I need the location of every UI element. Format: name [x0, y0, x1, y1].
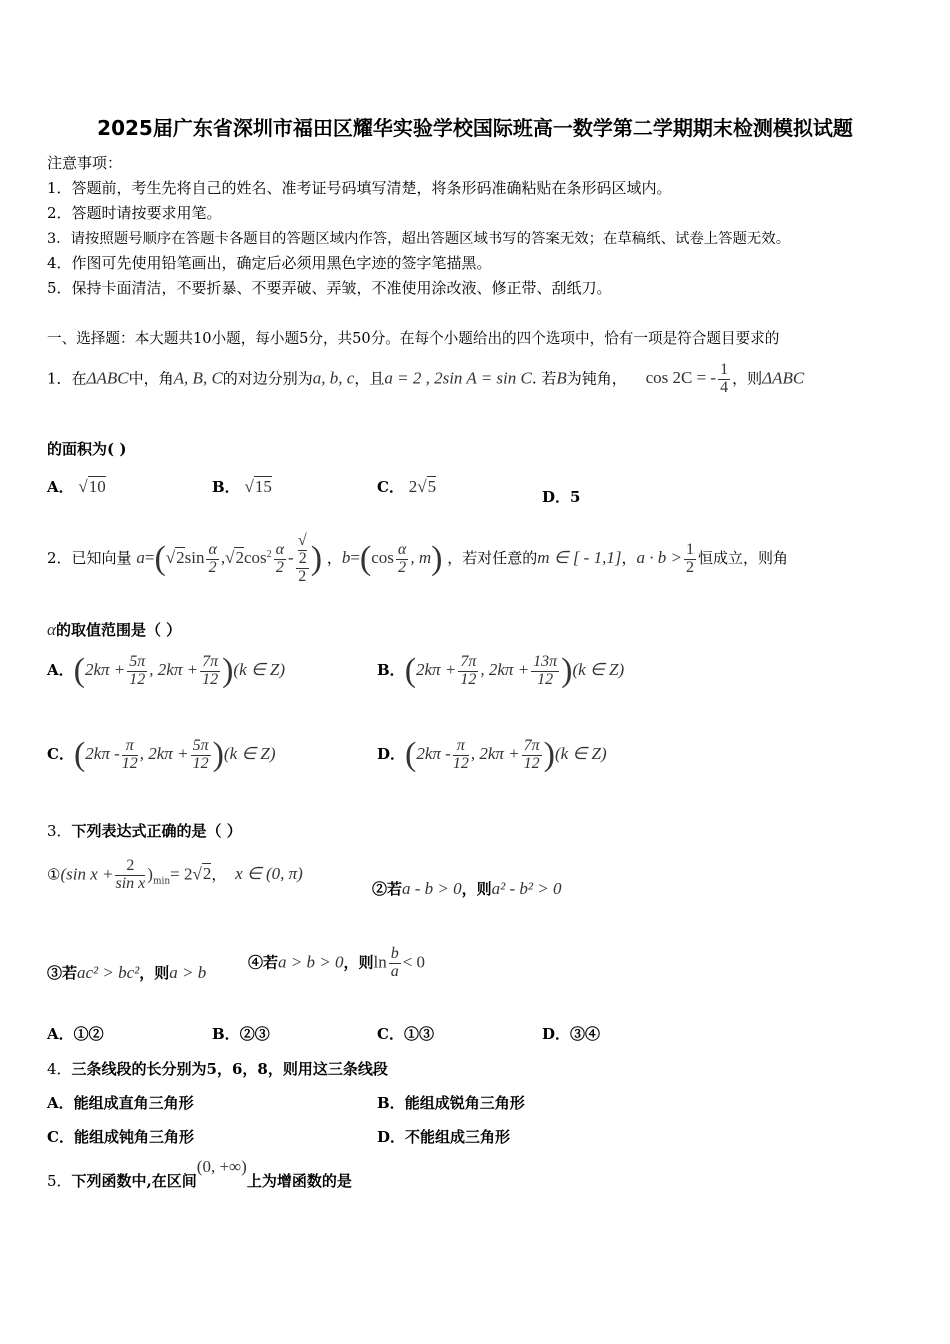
- note-item: 3．请按照题号顺序在答题卡各题目的答题区域内作答，超出答题区域书写的答案无效；在草稿纸、试卷上答题无效。: [47, 231, 791, 247]
- vector-a: a: [136, 548, 145, 568]
- q3-statement-3: ③若ac² > bc²，则a > b: [47, 963, 207, 982]
- q1-option-b: B． √15: [212, 477, 272, 496]
- q4-option-d: D．不能组成三角形: [377, 1128, 511, 1146]
- q3-statement-1: ①(sin x + $\frac{2}{\text{sin x}}$ )$_{min}= 2√2$， x ∈ (0, π): [47, 857, 303, 892]
- q-number: 1．: [47, 369, 72, 388]
- question-4: 4．三条线段的长分别为5，6，8，则用这三条线段: [47, 1060, 388, 1078]
- question-3: 3．下列表达式正确的是（ ）: [47, 822, 242, 840]
- question-2: 2．已知向量 a=(√2sin $\frac{\alpha}{2}$ $,√2\cos^2$ $\frac{\alpha}{2}$ - √ 2 2 ) ，b=(cos $\frac{\alpha}{2}$ , m) ，若对任意的m ∈ [ - 1,1]，a · b > $\frac{1}{2}$ 恒成立，则角: [47, 532, 788, 585]
- q2-option-c: C．(2kπ - $\frac{\pi}{12}$ , 2kπ + $\frac{5\pi}{12}$ )(k ∈ Z): [47, 736, 276, 773]
- q3-statement-2: ②若a - b > 0，则a² - b² > 0: [372, 879, 562, 898]
- q3-option-d: D．③④: [542, 1025, 601, 1043]
- question-1: 1．在ΔABC中，角A, B, C的对边分别为a, b, c，且a = 2 , 2sin A = sin C. 若B为钝角， cos 2C = - $\frac{1}{4}$ ，则ΔABC: [47, 361, 805, 396]
- question-5: 5．下列函数中,在区间(0, +∞)上为增函数的是: [47, 1157, 352, 1190]
- q2-option-a: A．(2kπ + $\frac{5\pi}{12}$ , 2kπ + $\frac{7\pi}{12}$ )(k ∈ Z): [47, 652, 286, 689]
- q3-option-a: A．①②: [47, 1025, 104, 1043]
- note-item: 4．作图可先使用铅笔画出，确定后必须用黑色字迹的签字笔描黑。: [47, 254, 492, 272]
- q3-option-b: B．②③: [212, 1025, 270, 1043]
- vector-b: b: [341, 548, 351, 568]
- q3-option-c: C．①③: [377, 1025, 434, 1043]
- fraction: $\frac{1}{4}$: [720, 361, 729, 396]
- note-item: 1．答题前，考生先将自己的姓名、准考证号码填写清楚，将条形码准确粘贴在条形码区域内。: [47, 179, 672, 197]
- q1-option-a: A． √10: [47, 477, 106, 496]
- notes-heading: 注意事项：: [47, 154, 123, 172]
- q1-option-d: D．5: [542, 488, 581, 506]
- q4-option-a: A．能组成直角三角形: [47, 1094, 194, 1112]
- q3-statement-4: ④若a > b > 0，则ln $\frac{b}{a}$ < 0: [248, 945, 426, 980]
- note-item: 5．保持卡面清洁，不要折暴、不要弄破、弄皱，不准使用涂改液、修正带、刮纸刀。: [47, 279, 612, 297]
- page-title: 2025届广东省深圳市福田区耀华实验学校国际班高一数学第二学期期末检测模拟试题: [97, 116, 853, 140]
- q2-line2: α的取值范围是（ ）: [47, 620, 182, 639]
- q1-line2: 的面积为( ): [47, 440, 127, 458]
- q2-option-d: D．(2kπ - $\frac{\pi}{12}$ , 2kπ + $\frac{7\pi}{12}$ )(k ∈ Z): [377, 736, 607, 773]
- q1-option-c: C． 2√5: [377, 477, 437, 496]
- note-item: 2．答题时请按要求用笔。: [47, 204, 222, 222]
- q2-option-b: B．(2kπ + $\frac{7\pi}{12}$ , 2kπ + $\frac{13\pi}{12}$ )(k ∈ Z): [377, 652, 625, 689]
- q4-option-b: B．能组成锐角三角形: [377, 1094, 525, 1112]
- section-heading: 一、选择题：本大题共10小题，每小题5分，共50分。在每个小题给出的四个选项中，恰有一项是符合题目要求的: [47, 330, 780, 347]
- q4-option-c: C．能组成钝角三角形: [47, 1128, 194, 1146]
